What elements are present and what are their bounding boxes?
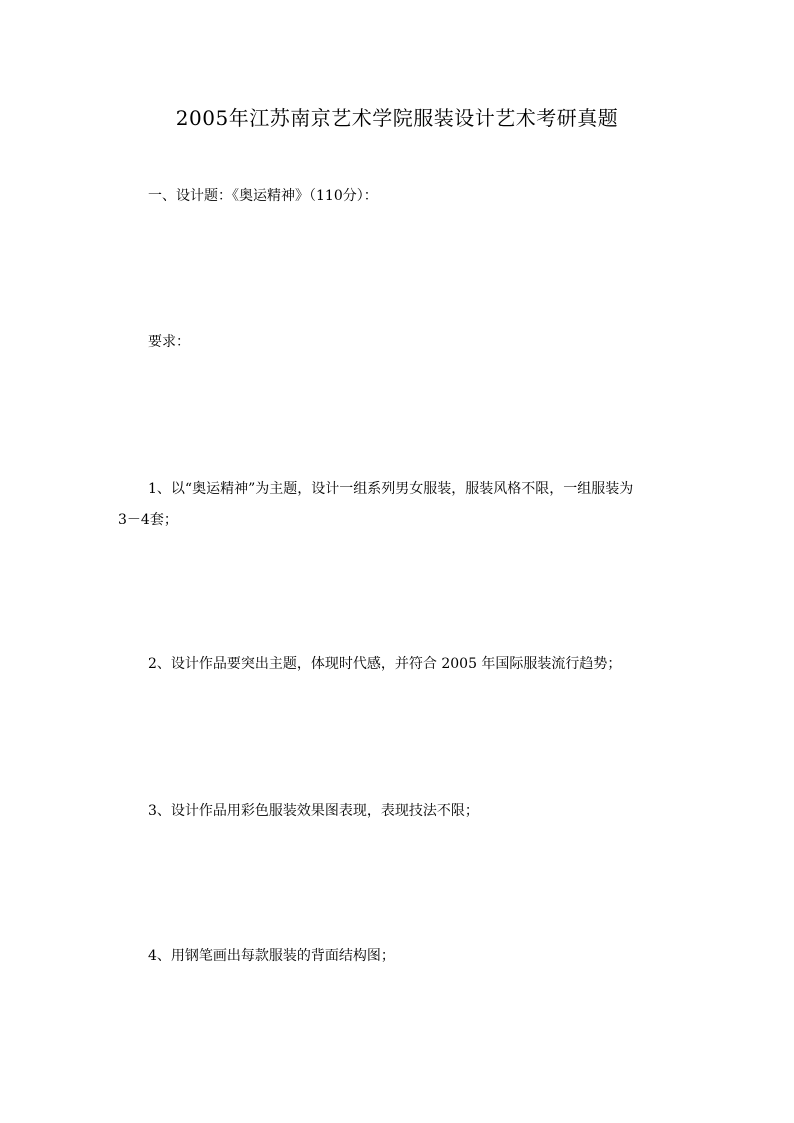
requirement-3: 3、设计作品用彩色服装效果图表现，表现技法不限； bbox=[148, 803, 479, 819]
section-heading: 一、设计题：《奥运精神》（110分）： bbox=[148, 188, 378, 204]
requirement-2: 2、设计作品要突出主题，体现时代感，并符合 2005 年国际服装流行趋势； bbox=[148, 656, 622, 672]
requirement-1: 1、以“奥运精神”为主题，设计一组系列男女服装，服装风格不限，一组服装为 bbox=[148, 481, 634, 497]
requirements-label: 要求： bbox=[148, 334, 190, 350]
page-title: 2005年江苏南京艺术学院服装设计艺术考研真题 bbox=[175, 106, 619, 130]
requirement-4: 4、用钢笔画出每款服装的背面结构图； bbox=[148, 948, 395, 964]
requirement-1-continuation: 3－4套； bbox=[118, 512, 178, 528]
